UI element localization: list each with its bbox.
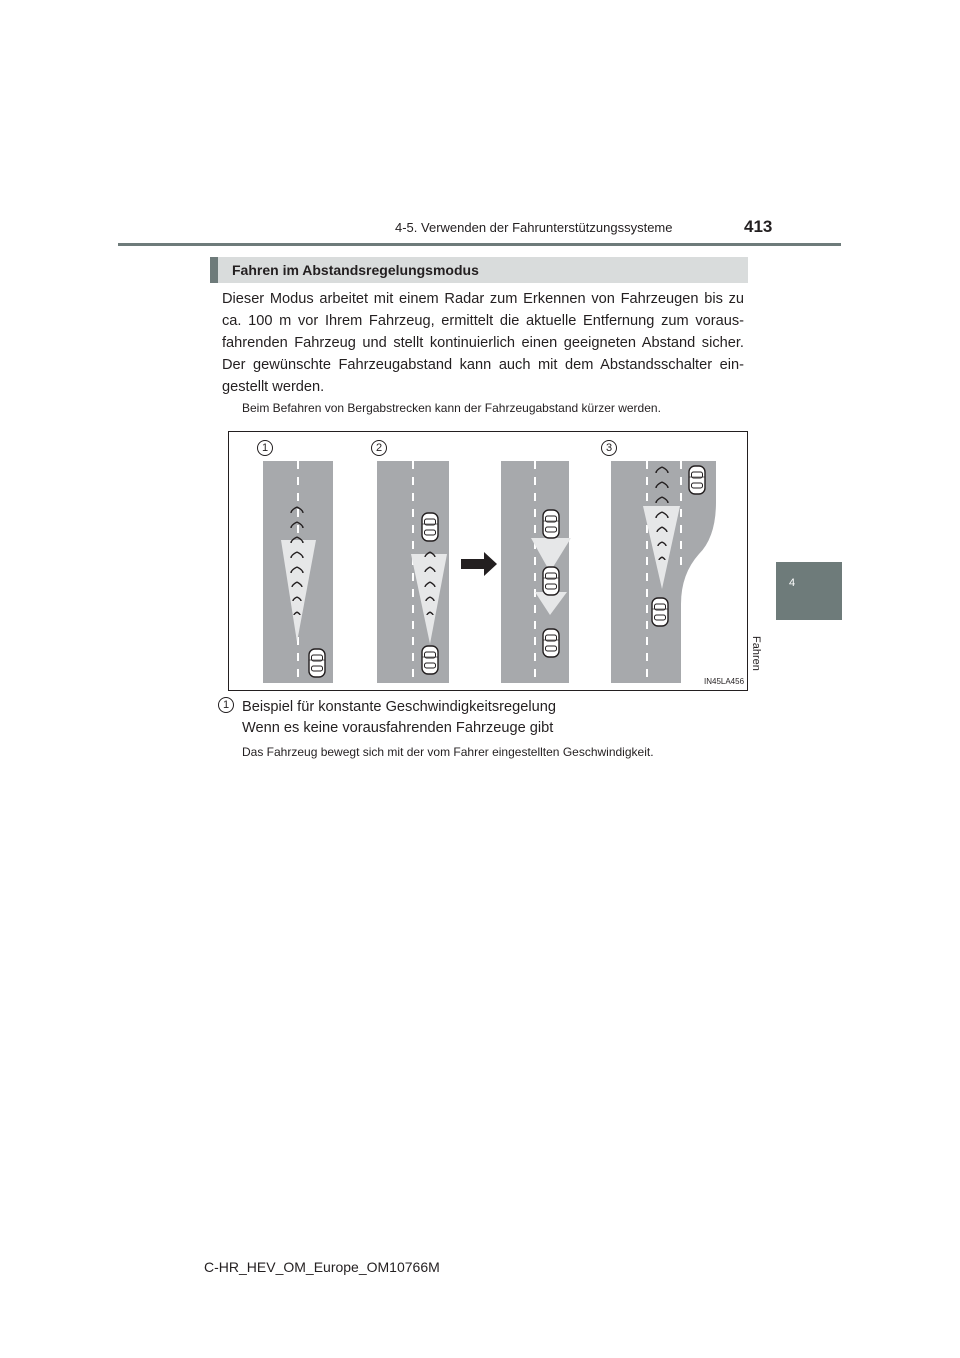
page-number: 413: [744, 217, 773, 236]
road-illustration: [229, 432, 747, 690]
figure-id: IN45LA456: [704, 677, 745, 686]
section-note: Beim Befahren von Bergabstrecken kann der Fahrzeugabstand kürzer werden.: [242, 401, 661, 415]
chapter-tab-label: Fahren: [750, 636, 762, 671]
section-heading: Fahren im Abstandsregelungsmodus: [232, 262, 479, 278]
car-icon: [543, 567, 559, 595]
car-icon: [689, 466, 705, 494]
car-icon: [652, 598, 668, 626]
chapter-tab: [776, 562, 842, 620]
road-scene-2b: [501, 461, 571, 683]
header-rule: [118, 243, 841, 246]
chapter-tab-number: 4: [789, 577, 796, 589]
road-scene-1: [263, 461, 333, 683]
illustration-figure: [228, 431, 748, 691]
header-section-title: 4-5. Verwenden der Fahrunterstützungssysteme: [395, 220, 673, 235]
road-scene-2: [377, 461, 449, 683]
car-icon: [543, 510, 559, 538]
footer-doc-id: C-HR_HEV_OM_Europe_OM10766M: [204, 1259, 440, 1275]
road-scene-3: [611, 461, 716, 683]
body-paragraph: Dieser Modus arbeitet mit einem Radar zum Erkennen von Fahrzeugen bis zu ca. 100 m vor Ihrem Fahrzeug, ermittelt die aktuelle Entfernung zum vorausfahrenden Fahrzeug und stellt kontinuierlich einen geeigneten Abstand sicher. Der gewünschte Fahrzeugabstand kann auch mit dem Abstandsschalter eingestellt werden.: [222, 291, 744, 395]
car-icon: [309, 649, 325, 677]
figure-marker-2: 2: [371, 440, 387, 456]
car-icon: [543, 629, 559, 657]
legend-text: [242, 697, 556, 739]
figure-marker-3: 3: [601, 440, 617, 456]
figure-marker-1: 1: [257, 440, 273, 456]
legend-line-1: Beispiel für konstante Geschwindigkeitsregelung: [242, 699, 556, 715]
transition-arrow-icon: [461, 552, 497, 576]
section-heading-bar: [210, 257, 748, 283]
car-icon: [422, 513, 438, 541]
legend-note: Das Fahrzeug bewegt sich mit der vom Fahrer eingestellten Geschwindigkeit.: [242, 745, 654, 759]
legend-marker: 1: [218, 697, 234, 713]
car-icon: [422, 646, 438, 674]
legend-line-2: Wenn es keine vorausfahrenden Fahrzeuge gibt: [242, 720, 554, 736]
